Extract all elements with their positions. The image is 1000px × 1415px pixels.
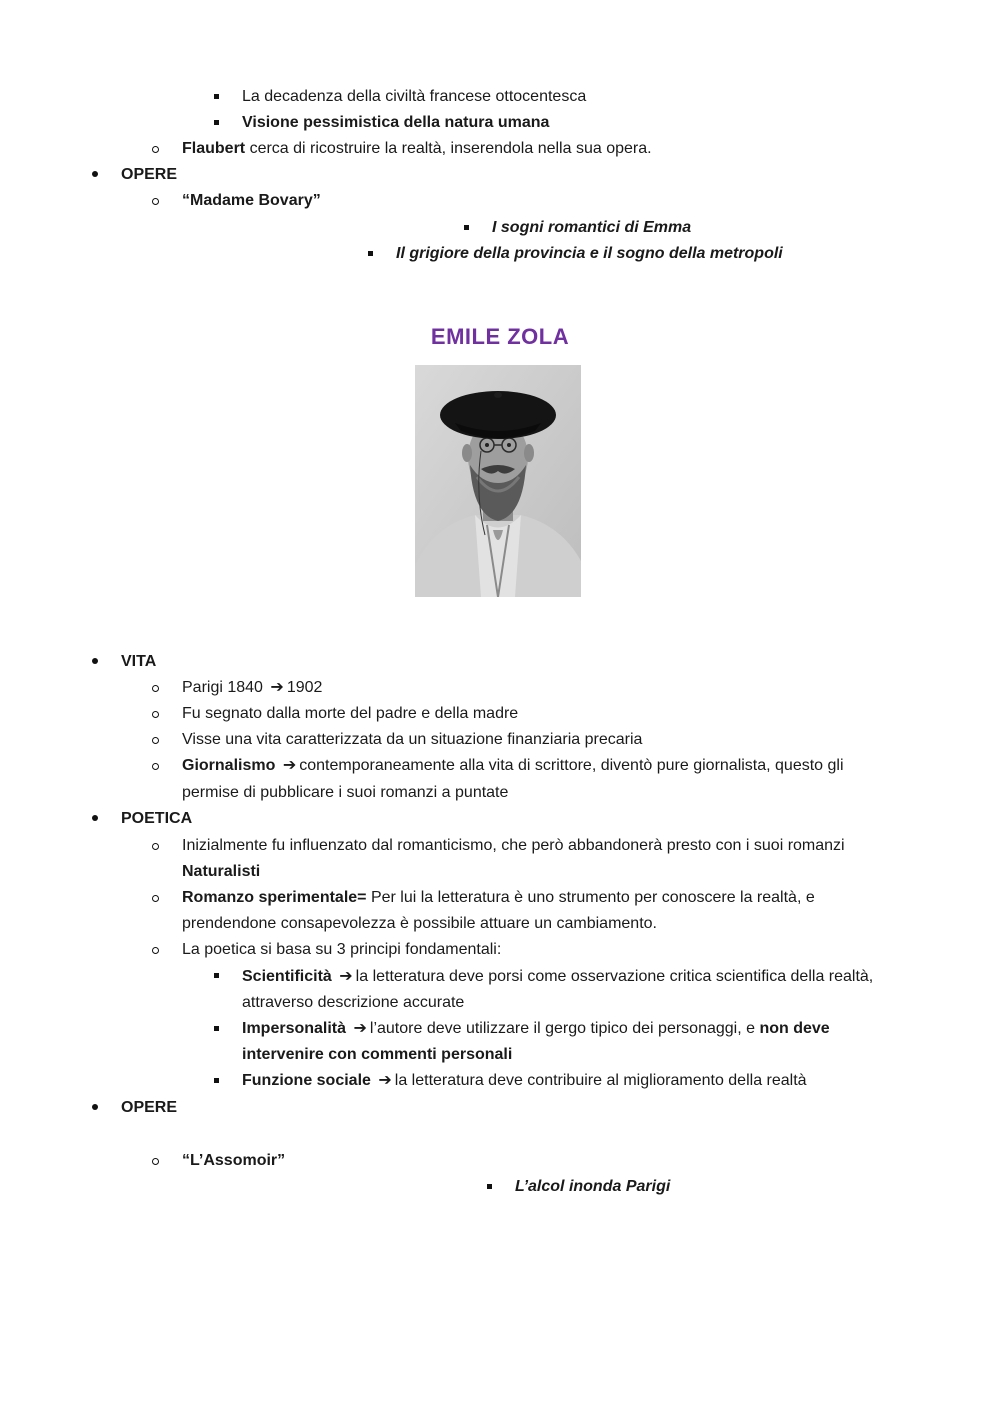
poetica-item: Inizialmente fu influenzato dal romanticismo, che però abbandonerà presto con i suoi romanzi [182, 837, 845, 854]
vita-death-year: 1902 [286, 679, 323, 696]
principle-continuation: intervenire con commenti personali [242, 1046, 513, 1063]
theme-item: Il grigiore della provincia e il sogno della metropoli [396, 245, 783, 262]
flaubert-name: Flaubert [182, 140, 246, 157]
principle-text: la letteratura deve porsi come osservazione critica scientifica della realtà, [355, 968, 874, 985]
square-bullet-icon [464, 225, 469, 230]
romanzo-continuation: prendendone consapevolezza è possibile attuare un cambiamento. [182, 915, 657, 932]
arrow-right-icon: ➔ [339, 968, 353, 985]
principle-label: Funzione sociale [242, 1072, 371, 1089]
vita-birth-text: Parigi 1840 [182, 679, 263, 696]
work-title-assomoir: “L’Assomoir” [182, 1152, 286, 1169]
square-bullet-icon [368, 251, 373, 256]
giornalismo-label: Giornalismo [182, 757, 276, 774]
circle-bullet-icon [152, 843, 159, 850]
portrait-photo [415, 365, 581, 597]
square-bullet-icon [214, 973, 219, 978]
circle-bullet-icon [152, 737, 159, 744]
circle-bullet-icon [152, 685, 159, 692]
square-bullet-icon [487, 1184, 492, 1189]
vita-item: Visse una vita caratterizzata da un situazione finanziaria precaria [182, 731, 643, 748]
circle-bullet-icon [152, 711, 159, 718]
work-title-madame-bovary: “Madame Bovary” [182, 192, 321, 209]
square-bullet-icon [214, 120, 219, 125]
square-bullet-icon [214, 1078, 219, 1083]
arrow-right-icon: ➔ [270, 679, 284, 696]
principle-text-bold: non deve [759, 1020, 830, 1037]
disc-bullet-icon [92, 1104, 98, 1110]
section-heading-vita: VITA [121, 653, 157, 670]
vita-item-birth [182, 675, 322, 701]
principle-continuation: attraverso descrizione accurate [242, 994, 465, 1011]
list-item-visione: Visione pessimistica della natura umana [242, 114, 550, 131]
principle-impersonalita [242, 1016, 830, 1042]
disc-bullet-icon [92, 658, 98, 664]
theme-item: I sogni romantici di Emma [492, 219, 692, 236]
arrow-right-icon: ➔ [282, 757, 297, 774]
circle-bullet-icon [152, 1158, 159, 1165]
list-item-flaubert [182, 136, 652, 162]
flaubert-text: cerca di ricostruire la realtà, inserendola nella sua opera. [245, 140, 652, 157]
romanzo-label: Romanzo sperimentale= [182, 889, 367, 906]
poetica-item-continuation: Naturalisti [182, 863, 261, 880]
square-bullet-icon [214, 94, 219, 99]
circle-bullet-icon [152, 947, 159, 954]
list-item-decadenza: La decadenza della civiltà francese ottocentesca [242, 88, 587, 105]
disc-bullet-icon [92, 171, 98, 177]
square-bullet-icon [214, 1026, 219, 1031]
romanzo-text: Per lui la letteratura è uno strumento per conoscere la realtà, e [366, 889, 815, 906]
giornalismo-continuation: permise di pubblicare i suoi romanzi a puntate [182, 784, 509, 801]
principle-scientificita [242, 964, 873, 990]
disc-bullet-icon [92, 815, 98, 821]
page-title: EMILE ZOLA [430, 324, 570, 349]
principle-text: l’autore deve utilizzare il gergo tipico dei personaggi, e [369, 1020, 760, 1037]
circle-bullet-icon [152, 895, 159, 902]
section-heading-opere: OPERE [121, 166, 178, 183]
arrow-right-icon: ➔ [378, 1072, 392, 1089]
theme-item: L’alcol inonda Parigi [515, 1178, 671, 1195]
principle-label: Scientificità [242, 968, 332, 985]
circle-bullet-icon [152, 146, 159, 153]
poetica-item: La poetica si basa su 3 principi fondamentali: [182, 941, 502, 958]
circle-bullet-icon [152, 198, 159, 205]
principle-funzione-sociale [242, 1068, 807, 1094]
giornalismo-text: contemporaneamente alla vita di scrittore, diventò pure giornalista, questo gli [299, 757, 844, 774]
section-heading-poetica: POETICA [121, 810, 193, 827]
vita-item-giornalismo [182, 753, 844, 779]
principle-text: la letteratura deve contribuire al miglioramento della realtà [394, 1072, 807, 1089]
poetica-item-romanzo [182, 885, 815, 911]
vita-item: Fu segnato dalla morte del padre e della madre [182, 705, 519, 722]
principle-label: Impersonalità [242, 1020, 347, 1037]
arrow-right-icon: ➔ [353, 1020, 367, 1037]
section-heading-opere: OPERE [121, 1099, 178, 1116]
circle-bullet-icon [152, 763, 159, 770]
